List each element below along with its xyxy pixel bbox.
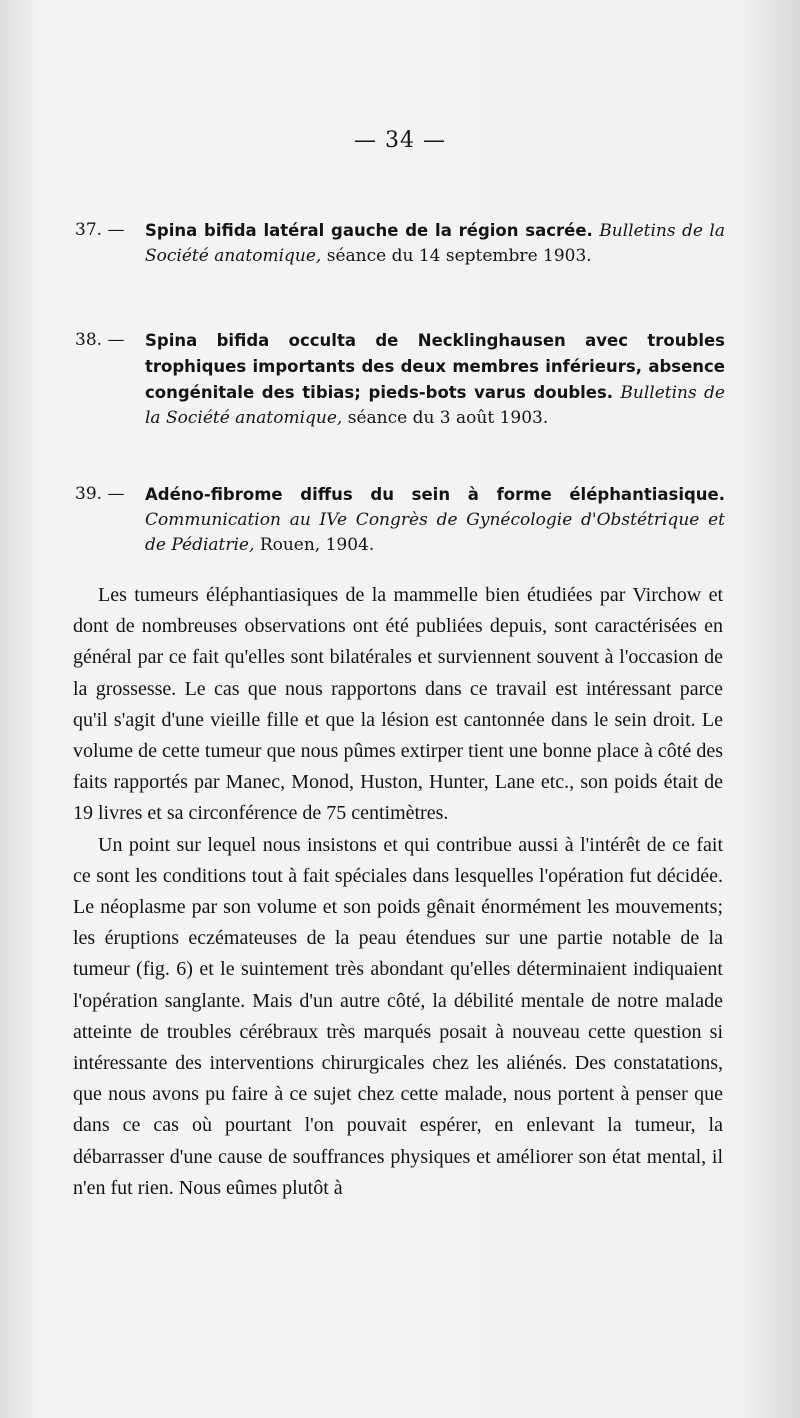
entry-title: Adéno-fibrome diffus du sein à forme éléphantiasique. (145, 485, 725, 504)
body-text (73, 580, 723, 1204)
entry-date: séance du 14 septembre 1903. (326, 246, 592, 266)
entry-title: Spina bifida latéral gauche de la région sacrée. (145, 221, 593, 240)
bibliography-entry-38 (75, 328, 725, 431)
entry-number: 38. — (75, 330, 125, 350)
entry-journal: Bulletins de la Société anatomique, (145, 221, 725, 266)
paragraph: Un point sur lequel nous insistons et qui contribue aussi à l'intérêt de ce fait ce sont les conditions tout à fait spéciales dans lesquelles l'opération fut décidée. Le néoplasme par son volume et son poids gênait énormément les mouvements; les éruptions eczémateuses de la peau étendues sur une partie notable de la tumeur (fig. 6) et le suintement très abondant qu'elles déterminaient indiquaient l'opération sanglante. Mais d'un autre côté, la débilité mentale de notre malade atteinte de troubles cérébraux très marqués posait à nouveau cette question si intéressante des interventions chirurgicales chez les aliénés. Des constatations, que nous avons pu faire à ce sujet chez cette malade, nous portent à penser que dans ce cas où pourtant l'on pouvait espérer, en enlevant la tumeur, la débarrasser d'une cause de souffrances physiques et améliorer son état mental, il n'en fut rien. Nous eûmes plutôt à (73, 833, 723, 1199)
entry-body (145, 218, 725, 269)
entry-date: séance du 3 août 1903. (347, 408, 549, 428)
entry-body (145, 482, 725, 558)
entry-title: Spina bifida occulta de Necklinghausen avec troubles trophiques importants des deux membres inférieurs, absence congénitale des tibias; pieds-bots varus doubles. (145, 331, 725, 402)
entry-number: 37. — (75, 220, 125, 240)
bibliography-entry-39 (75, 482, 725, 558)
paragraph: Les tumeurs éléphantiasiques de la mammelle bien étudiées par Virchow et dont de nombreuses observations ont été publiées depuis, sont caractérisées en général par ce fait qu'elles sont bilatérales et surviennent souvent à l'occasion de la grossesse. Le cas que nous rapportons dans ce travail est intéressant parce qu'il s'agit d'une vieille fille et que la lésion est cantonnée dans le sein droit. Le volume de cette tumeur que nous pûmes extirper tient une bonne place à côté des faits rapportés par Manec, Monod, Huston, Hunter, Lane etc., son poids était de 19 livres et sa circonférence de 75 centimètres. (73, 584, 723, 825)
page-number: — 34 — (354, 128, 446, 153)
entry-journal: Communication au IVe Congrès de Gynécologie d'Obstétrique et de Pédiatrie, (145, 510, 725, 555)
entry-body (145, 328, 725, 431)
entry-journal: Bulletins de la Société anatomique, (145, 383, 725, 428)
bibliography-entry-37 (75, 218, 725, 269)
entry-number: 39. — (75, 484, 125, 504)
entry-date: Rouen, 1904. (259, 535, 375, 555)
